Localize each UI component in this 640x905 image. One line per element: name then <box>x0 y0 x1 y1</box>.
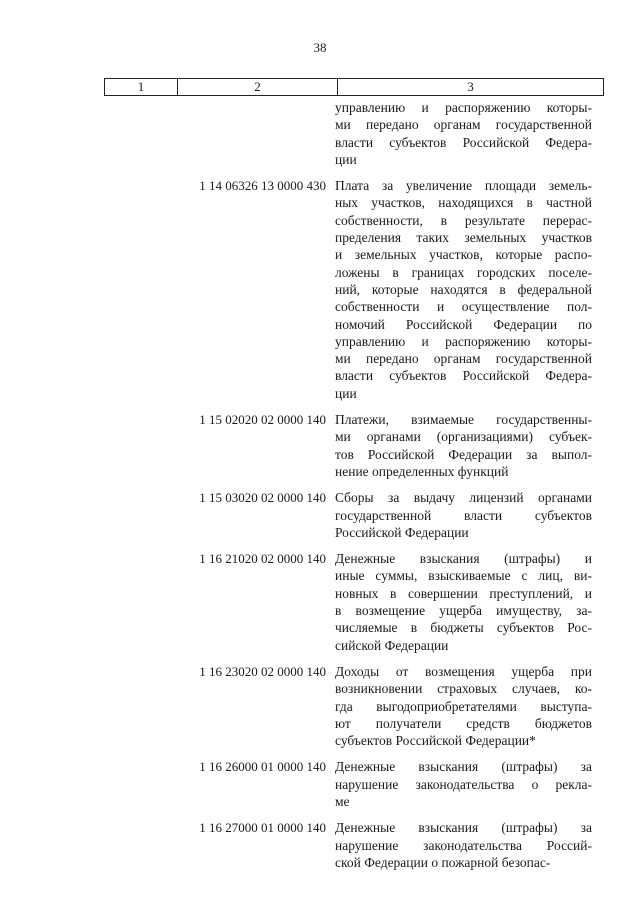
description-line: ции <box>335 385 357 401</box>
description-line: гда выгодоприобретателями выступа- <box>335 698 592 714</box>
description-line: иные суммы, взыскиваемые с лиц, ви- <box>335 568 592 584</box>
description-line: ми передано органам государственной <box>335 351 592 367</box>
budget-code: 1 16 26000 01 0000 140 <box>199 759 326 775</box>
description-line: ют получатели средств бюджетов <box>335 715 592 731</box>
budget-code: 1 15 02020 02 0000 140 <box>199 412 326 428</box>
description-line: ний, которые находятся в федеральной <box>335 281 592 297</box>
table-row <box>0 177 640 402</box>
description-line: тов Российской Федерации за выпол- <box>335 446 592 462</box>
description-line: нарушение законодательства Россий- <box>335 837 592 853</box>
description-line: Денежные взыскания (штрафы) за <box>335 820 592 836</box>
description-line: управлению и распоряжению которы- <box>335 333 592 349</box>
description <box>335 819 592 871</box>
budget-code: 1 16 27000 01 0000 140 <box>199 820 326 836</box>
description-line: возникновении страховых случаев, ко- <box>335 681 592 697</box>
budget-code: 1 16 21020 02 0000 140 <box>199 551 326 567</box>
description <box>335 663 592 749</box>
description-line: Доходы от возмещения ущерба при <box>335 663 592 679</box>
table-body <box>0 99 640 880</box>
table-row <box>0 550 640 654</box>
description-line: ской Федерации о пожарной безопас- <box>335 854 551 870</box>
description-line: собственности, в результате перерас- <box>335 212 592 228</box>
table-header <box>104 78 604 96</box>
table-row <box>0 819 640 871</box>
description-line: управлению и распоряжению которы- <box>335 100 592 115</box>
table-row <box>0 489 640 541</box>
description-line: и земельных участков, которые распо- <box>335 247 592 263</box>
description-line: в возмещение ущерба имуществу, за- <box>335 603 592 619</box>
budget-code: 1 14 06326 13 0000 430 <box>199 178 326 194</box>
budget-code <box>105 99 335 168</box>
header-col-2: 2 <box>178 79 338 95</box>
description-line: новных в совершении преступлений, и <box>335 585 592 601</box>
description-line: Плата за увеличение площади земель- <box>335 178 592 194</box>
description-line: ми передано органам государственной <box>335 117 592 133</box>
description-line: Денежные взыскания (штрафы) и <box>335 551 592 567</box>
description-line: сийской Федерации <box>335 637 449 653</box>
table-row <box>0 758 640 810</box>
page-number: 38 <box>313 40 327 55</box>
description-line: собственности и осуществление пол- <box>335 299 592 315</box>
description <box>335 550 592 654</box>
description-line: ных участков, находящихся в частной <box>335 195 592 211</box>
description-line: власти субъектов Российской Федера- <box>335 134 592 150</box>
description-line: ме <box>335 793 350 809</box>
description-line: власти субъектов Российской Федера- <box>335 368 592 384</box>
description-line: пределения таких земельных участков <box>335 230 592 246</box>
description-line: Денежные взыскания (штрафы) за <box>335 759 592 775</box>
description-line: ложены в границах городских поселе- <box>335 264 592 280</box>
description-line: нение определенных функций <box>335 463 509 479</box>
description <box>335 177 592 402</box>
description <box>335 758 592 810</box>
description <box>335 411 592 480</box>
header-col-3: 3 <box>467 79 474 94</box>
description-line: субъектов Российской Федерации* <box>335 733 536 749</box>
table-row <box>0 663 640 749</box>
description-line: номочий Российской Федерации по <box>335 316 592 332</box>
table-row <box>0 99 640 168</box>
description-line: ми органами (организациями) субъек- <box>335 429 592 445</box>
description <box>335 489 592 541</box>
budget-code: 1 16 23020 02 0000 140 <box>199 663 326 679</box>
header-col-1: 1 <box>105 79 178 95</box>
description-line: ции <box>335 151 357 167</box>
description-line: Платежи, взимаемые государственны- <box>335 412 592 428</box>
description-line: числяемые в бюджеты субъектов Рос- <box>335 620 592 636</box>
description-line: государственной власти субъектов <box>335 507 592 523</box>
table-row <box>0 411 640 480</box>
description-line: Российской Федерации <box>335 524 469 540</box>
budget-code: 1 15 03020 02 0000 140 <box>199 490 326 506</box>
description-line: нарушение законодательства о рекла- <box>335 776 592 792</box>
description-line: Сборы за выдачу лицензий органами <box>335 490 592 506</box>
description <box>335 99 592 168</box>
